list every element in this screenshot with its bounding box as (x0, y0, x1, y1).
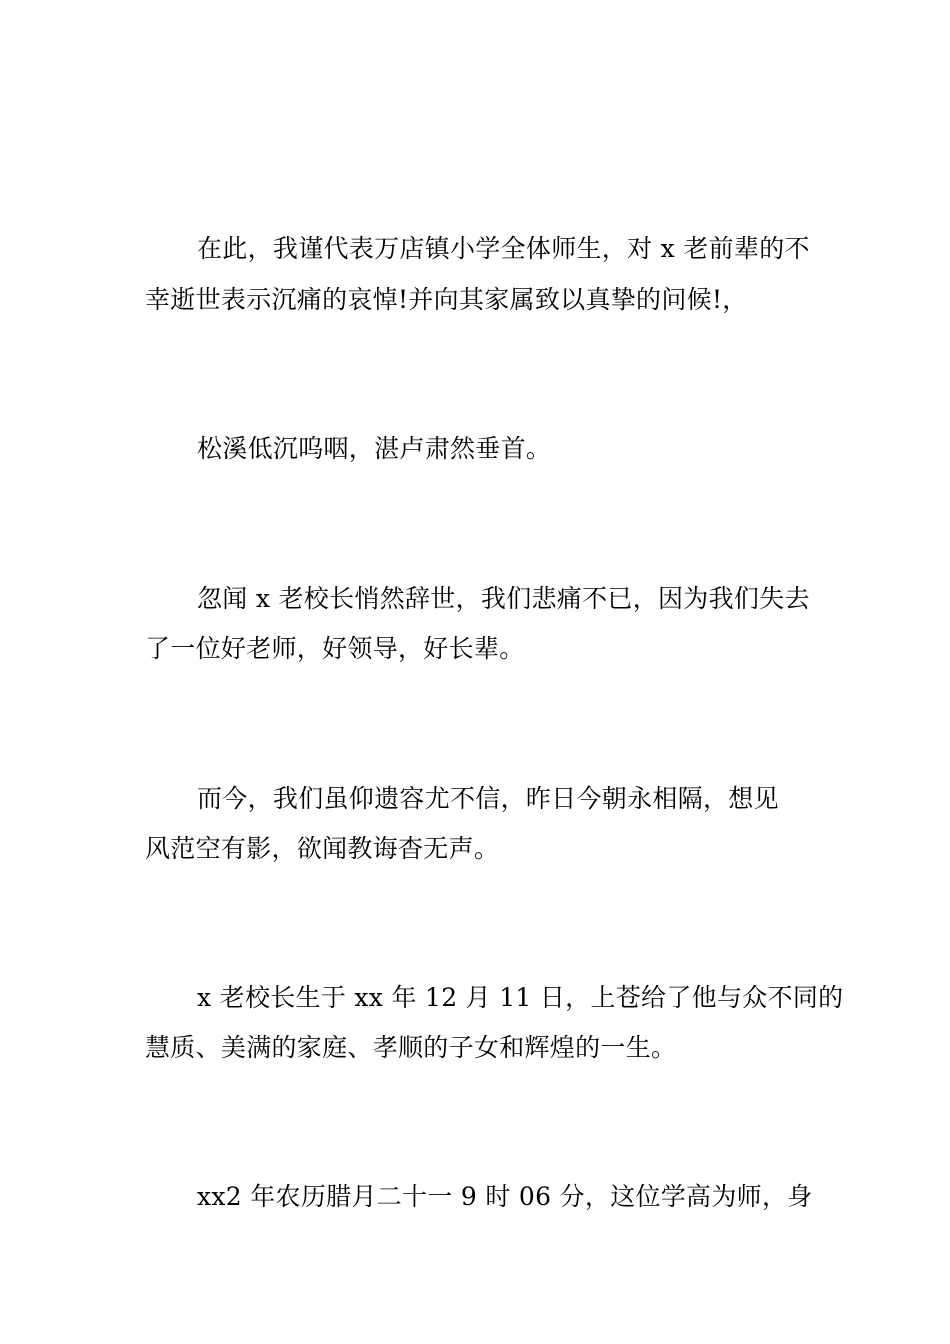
paragraph-4-line-1: 而今，我们虽仰遗容尤不信，昨日今朝永相隔，想见 (197, 784, 779, 813)
paragraph-3-line-2: 了一位好老师，好领导，好长辈。 (145, 634, 525, 663)
paragraph-1-line-2: 幸逝世表示沉痛的哀悼!并向其家属致以真挚的问候!， (145, 285, 748, 314)
paragraph-6-line-1: xx2 年农历腊月二十一 9 时 06 分，这位学高为师，身 (197, 1182, 813, 1211)
paragraph-5-line-2: 慧质、美满的家庭、孝顺的子女和辉煌的一生。 (145, 1033, 677, 1062)
paragraph-1-line-1: 在此，我谨代表万店镇小学全体师生，对 x 老前辈的不 (197, 234, 810, 263)
paragraph-3-line-1: 忽闻 x 老校长悄然辞世，我们悲痛不已，因为我们失去 (197, 584, 810, 613)
paragraph-5-line-1: x 老校长生于 xx 年 12 月 11 日，上苍给了他与众不同的 (197, 983, 844, 1012)
paragraph-4-line-2: 风范空有影，欲闻教诲杳无声。 (145, 834, 500, 863)
paragraph-2-line-1: 松溪低沉呜咽，湛卢肃然垂首。 (197, 434, 552, 463)
